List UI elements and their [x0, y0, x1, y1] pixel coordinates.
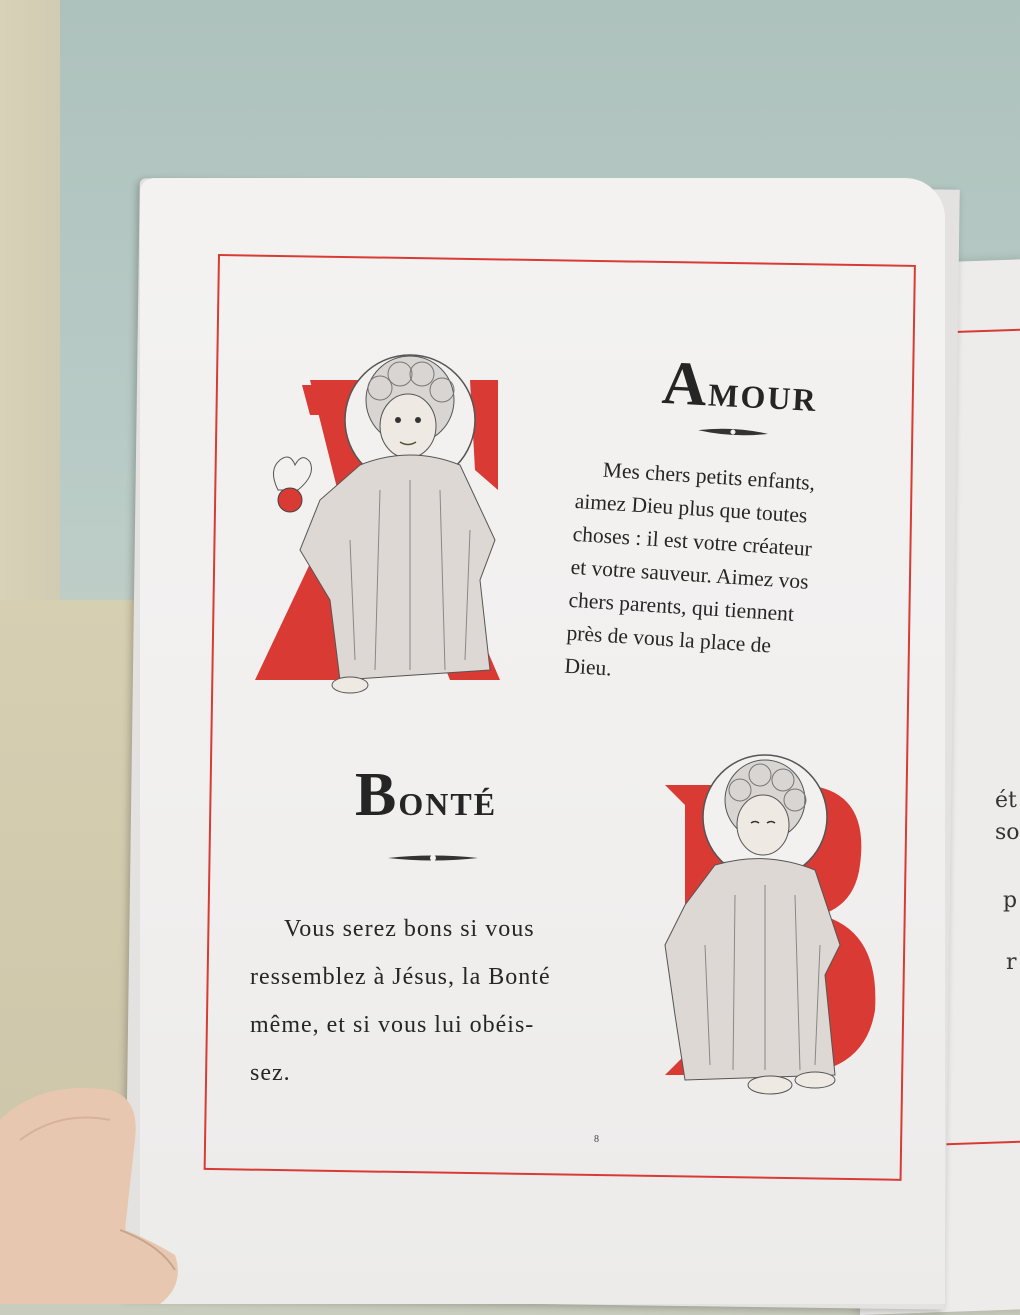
next-page-fragment: p	[1003, 888, 1018, 913]
text-line: Vous serez bons si vous	[284, 916, 535, 942]
ornament-divider	[388, 852, 478, 864]
text-line: choses : il est votre créateur	[572, 521, 813, 561]
text-line: Dieu.	[563, 653, 613, 681]
text-line: même, et si vous lui obéis-	[250, 1012, 535, 1038]
title-amour	[660, 348, 820, 427]
title-bonte-rest: ONTÉ	[398, 786, 498, 822]
text-line: chers parents, qui tiennent	[567, 587, 795, 626]
text-line: aimez Dieu plus que toutes	[574, 488, 809, 528]
title-bonte	[355, 760, 497, 831]
title-amour-cap: A	[660, 348, 711, 420]
text-line: Mes chers petits enfants,	[602, 457, 816, 495]
next-page-fragment: so	[995, 820, 1020, 845]
title-amour-rest: MOUR	[707, 376, 819, 419]
text-line: et votre sauveur. Aimez vos	[570, 554, 810, 594]
next-page-fragment: r	[1006, 950, 1017, 975]
letter-b-illustration	[655, 745, 885, 1105]
next-page-fragment: ét	[995, 788, 1017, 813]
paragraph-amour	[563, 452, 872, 701]
letter-a-illustration	[250, 340, 560, 700]
text-line: ressemblez à Jésus, la Bonté	[250, 964, 551, 990]
text-line: sez.	[250, 1060, 291, 1086]
hand-thumb	[0, 1080, 190, 1304]
paragraph-bonte	[250, 905, 620, 1097]
page-number: 8	[594, 1134, 599, 1145]
title-bonte-cap: B	[355, 761, 399, 829]
text-line: près de vous la place de	[565, 620, 772, 658]
